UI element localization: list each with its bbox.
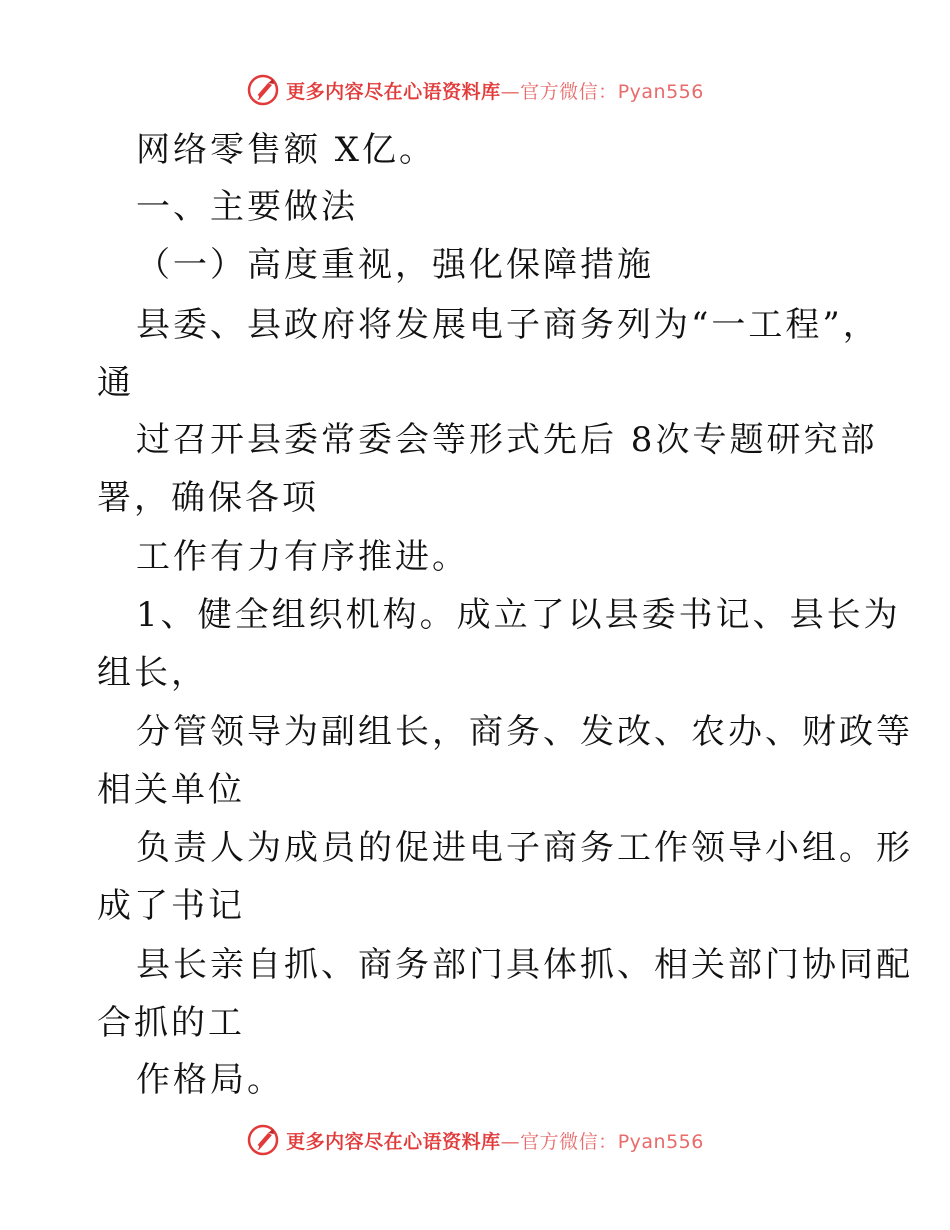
header-watermark-banner [0, 70, 950, 110]
banner-wechat-id: Pyan556 [617, 80, 704, 103]
body-line: 作格局。 [136, 1060, 284, 1100]
body-line: 过召开县委常委会等形式先后 8次专题研究部 [136, 420, 878, 460]
quill-pen-logo-icon [246, 73, 280, 107]
banner-separator: — [500, 1130, 521, 1153]
banner-wechat-label: 官方微信： [520, 80, 618, 103]
quill-pen-logo-icon [246, 1123, 280, 1157]
banner-text [286, 77, 704, 104]
footer-watermark-banner [0, 1120, 950, 1160]
body-line: 组长， [97, 653, 208, 693]
banner-text [286, 1127, 704, 1154]
body-line: 工作有力有序推进。 [136, 537, 469, 577]
banner-separator: — [500, 80, 521, 103]
section-heading: 一、主要做法 [136, 187, 358, 227]
banner-main-text: 更多内容尽在心语资料库 [286, 80, 501, 103]
body-line: 相关单位 [97, 770, 245, 810]
banner-main-text: 更多内容尽在心语资料库 [286, 1130, 501, 1153]
body-line: 合抓的工 [97, 1003, 245, 1043]
subsection-heading: （一）高度重视，强化保障措施 [136, 245, 654, 285]
banner-wechat-id: Pyan556 [617, 1130, 704, 1153]
body-line: 县委、县政府将发展电子商务列为“一工程”， [136, 305, 880, 345]
body-line: 通 [97, 363, 134, 403]
body-line: 网络零售额 X亿。 [136, 130, 437, 170]
body-line: 县长亲自抓、商务部门具体抓、相关部门协同配 [136, 945, 913, 985]
body-line: 分管领导为副组长，商务、发改、农办、财政等 [136, 712, 913, 752]
body-line: 1、健全组织机构。成立了以县委书记、县长为 [136, 595, 901, 635]
body-line: 署，确保各项 [97, 478, 319, 518]
body-line: 负责人为成员的促进电子商务工作领导小组。形 [136, 828, 913, 868]
banner-wechat-label: 官方微信： [520, 1130, 618, 1153]
body-line: 成了书记 [97, 886, 245, 926]
